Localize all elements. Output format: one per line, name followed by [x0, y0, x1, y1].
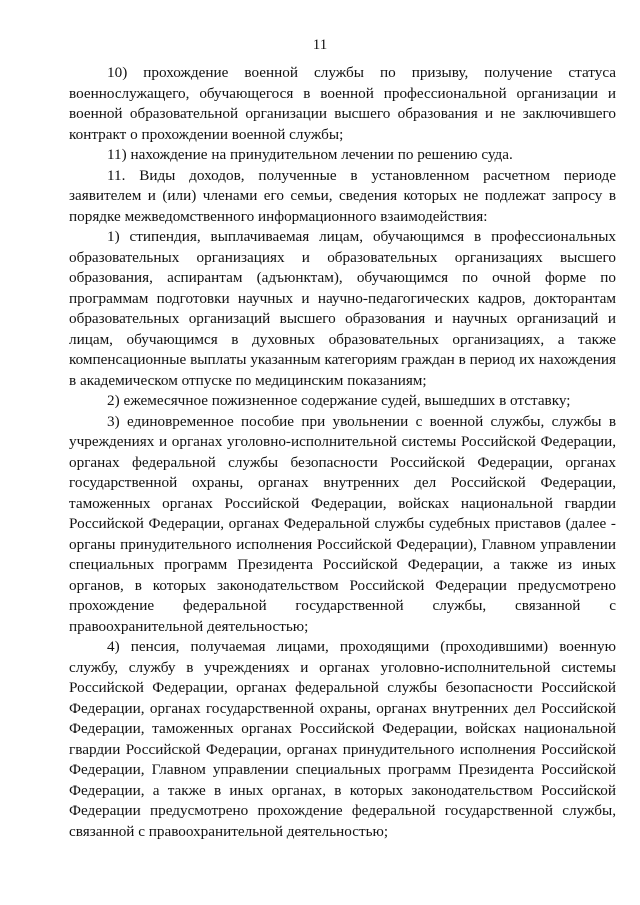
paragraph-item-10-military-service: 10) прохождение военной службы по призыву, получение статуса военнослужащего, обучающегося в военной профессиональной организации и военной образовательной организации высшего образования и не заключившего контракт о прохождении военной службы;: [69, 64, 616, 143]
paragraph-item-3-severance-allowance: 3) единовременное пособие при увольнении с военной службы, службы в учреждениях и органах уголовно-исполнительной системы Российской Федерации, органах федеральной службы безопасности Российской Федерации, органах государственной охраны, органах внутренних дел Российской Федерации, таможенных органах Российской Федерации, войсках национальной гвардии Российской Федерации, органах Федеральной службы судебных приставов (далее - органы принудительного исполнения Российской Федерации), Главном управлении специальных программ Президента Российской Федерации, а также из иных органов, в которых законодательством Российской Федерации предусмотрено прохождение федеральной государственной службы, связанной с правоохранительной деятельностью;: [69, 412, 616, 635]
paragraph-item-2-judges-allowance: 2) ежемесячное пожизненное содержание судей, вышедших в отставку;: [107, 392, 571, 409]
paragraph-item-4-pension: 4) пенсия, получаемая лицами, проходящими (проходившими) военную службу, службу в учреждениях и органах уголовно-исполнительной системы Российской Федерации, органах федеральной службы безопасности Российской Федерации, органах государственной охраны, органах внутренних дел Российской Федерации, таможенных органах Российской Федерации, войсках национальной гвардии Российской Федерации, органах принудительного исполнения Российской Федерации, Главном управлении специальных программ Президента Российской Федерации, а также в иных органах, в которых законодательством Российской Федерации предусмотрено прохождение федеральной государственной службы, связанной с правоохранительной деятельностью;: [69, 638, 616, 840]
paragraph-item-1-stipend: 1) стипендия, выплачиваемая лицам, обучающимся в профессиональных образовательных организациях и образовательных организациях высшего образования, аспирантам (адъюнктам), обучающимся по очной форме по программам подготовки научных и научно-педагогических кадров, докторантам образовательных организаций высшего образования и научных организаций и лицам, обучающимся в духовных образовательных организациях, а также компенсационные выплаты указанным категориям граждан в период их нахождения в академическом отпуске по медицинским показаниям;: [69, 228, 616, 389]
paragraph-section-11-income-types: 11. Виды доходов, полученные в установленном расчетном периоде заявителем и (или) членами его семьи, сведения которых не подлежат запросу в порядке межведомственного информационного взаимодействия:: [69, 166, 616, 225]
document-body: [69, 63, 616, 842]
paragraph-item-11-compulsory-treatment: 11) нахождение на принудительном лечении по решению суда.: [107, 146, 513, 163]
page-number: 11: [312, 37, 328, 53]
